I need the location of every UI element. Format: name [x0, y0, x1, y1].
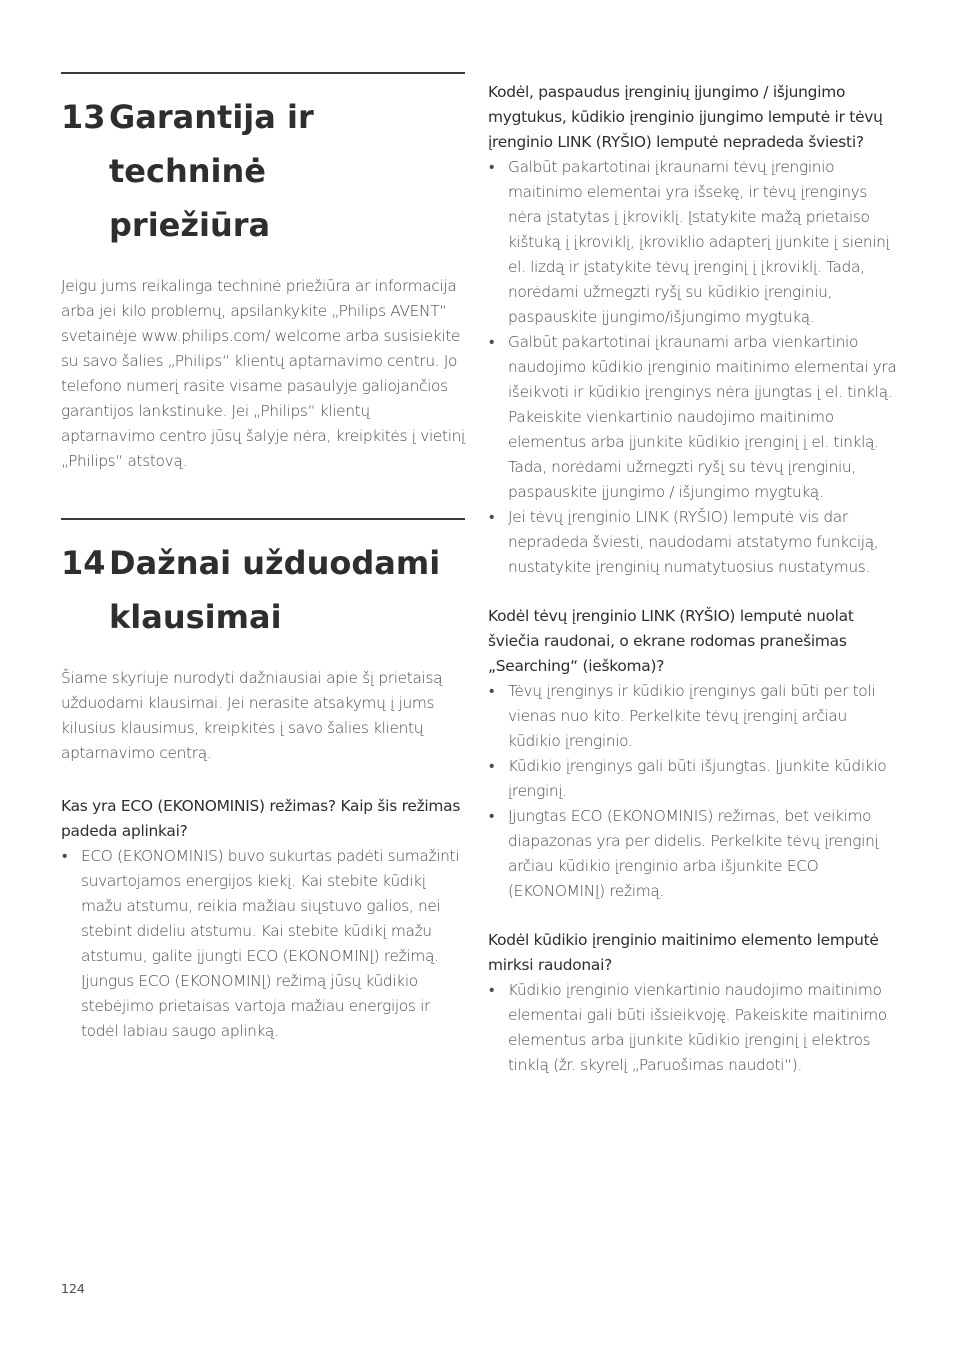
section-14-number: 14 — [61, 544, 106, 582]
bullet-glyph: • — [489, 508, 495, 526]
list-item — [488, 804, 898, 904]
section-13-rule — [61, 72, 465, 74]
bullet-glyph: • — [489, 757, 495, 775]
answer-text: Galbūt pakartotinai įkraunami tėvų įrenginio maitinimo elementai yra išsekę, ir tėvų įrenginys nėra įstatytas į įkroviklį. Įstatykite mažą prietaiso kištuką į įkroviklį, įkroviklio adapterį įjunkite į sieninį el. lizdą ir įstatykite tėvų įrenginį į įkroviklį. Tada, norėdami užmegzti ryšį su kūdikio įrenginiu, paspauskite įjungimo/išjungimo mygtuką. — [508, 158, 890, 326]
bullet-glyph: • — [62, 847, 68, 865]
page-number: 124 — [61, 1281, 85, 1296]
answer-text: Tėvų įrenginys ir kūdikio įrenginys gali būti per toli vienas nuo kito. Perkelkite tėvų įrenginį arčiau kūdikio įrenginio. — [508, 682, 876, 750]
bullet-glyph: • — [489, 333, 495, 351]
answer-text: Kūdikio įrenginys gali būti išjungtas. Įjunkite kūdikio įrenginį. — [508, 757, 887, 800]
section-13-title — [61, 90, 465, 252]
faq-question-battery-lamp: Kodėl kūdikio įrenginio maitinimo elemento lemputė mirksi raudonai? — [488, 931, 879, 974]
right-column — [488, 80, 898, 1078]
section-14-title — [61, 536, 465, 644]
list-item — [488, 754, 898, 804]
list-item — [488, 978, 898, 1078]
faq-answers-searching — [488, 679, 898, 904]
list-item — [488, 330, 898, 505]
section-14-rule — [61, 518, 465, 520]
section-13-intro: Jeigu jums reikalinga techninė priežiūra ar informacija arba jei kilo problemų, apsilankykite „Philips AVENT“ svetainėje www.philips.com/ welcome arba susisiekite su savo šalies „Philips“ klientų aptarnavimo centru. Jo telefono numerį rasite visame pasaulyje galiojančios garantijos lankstinuke. Jei „Philips“ klientų aptarnavimo centro jūsų šalyje nėra, kreipkitės į vietinį „Philips“ atstovą. — [61, 277, 465, 470]
answer-text: Galbūt pakartotinai įkraunami arba vienkartinio naudojimo kūdikio įrenginio maitinimo elementai yra išeikvoti ir kūdikio įrenginys nėra įjungtas į el. tinklą. Pakeiskite vienkartinio naudojimo maitinimo elementus arba įjunkite kūdikio įrenginį į el. tinklą. Tada, norėdami užmegzti ryšį su tėvų įrenginiu, paspauskite įjungimo / išjungimo mygtuką. — [508, 333, 897, 501]
bullet-glyph: • — [489, 158, 495, 176]
answer-text: Jei tėvų įrenginio LINK (RYŠIO) lemputė vis dar nepradeda šviesti, naudodami atstatymo funkciją, nustatykite įrenginių numatytuosius nustatymus. — [508, 508, 879, 576]
list-item — [488, 155, 898, 330]
left-column — [61, 72, 465, 1044]
faq-question-link-lamp: Kodėl, paspaudus įrenginių įjungimo / išjungimo mygtukus, kūdikio įrenginio įjungimo lemputė ir tėvų įrenginio LINK (RYŠIO) lemputė nepradeda šviesti? — [488, 83, 883, 151]
section-13-title-line-2: priežiūra — [109, 206, 271, 244]
faq-answers-eco — [61, 844, 465, 1044]
bullet-glyph: • — [489, 981, 495, 999]
answer-text: Įjungtas ECO (EKONOMINIS) režimas, bet veikimo diapazonas yra per didelis. Perkelkite tėvų įrenginį arčiau kūdikio įrenginio arba išjunkite ECO (EKONOMINĮ) režimą. — [508, 807, 879, 900]
faq-question-searching: Kodėl tėvų įrenginio LINK (RYŠIO) lemputė nuolat šviečia raudonai, o ekrane rodomas pranešimas „Searching“ (ieškoma)? — [488, 607, 854, 675]
list-item — [488, 679, 898, 754]
faq-answers-link-lamp — [488, 155, 898, 580]
section-13-title-line-1: Garantija ir techninė — [109, 98, 314, 190]
section-13-number: 13 — [61, 98, 106, 136]
section-14-intro: Šiame skyriuje nurodyti dažniausiai apie šį prietaisą užduodami klausimai. Jei nerasite atsakymų į jums kilusius klausimus, kreipkitės į savo šalies klientų aptarnavimo centrą. — [61, 669, 443, 762]
list-item — [61, 844, 465, 1044]
section-14-title-line-2: klausimai — [109, 598, 282, 636]
list-item — [488, 505, 898, 580]
section-14-title-line-1: Dažnai užduodami — [109, 544, 441, 582]
answer-text: Kūdikio įrenginio vienkartinio naudojimo maitinimo elementai gali būti išsieikvoję. Pakeiskite maitinimo elementus arba įjunkite kūdikio įrenginį į elektros tinklą (žr. skyrelį „Paruošimas naudoti“). — [508, 981, 887, 1074]
faq-answers-battery-lamp — [488, 978, 898, 1078]
section-14 — [61, 518, 465, 1044]
answer-text: ECO (EKONOMINIS) buvo sukurtas padėti sumažinti suvartojamos energijos kiekį. Kai stebite kūdikį mažu atstumu, reikia mažiau siųstuvo galios, nei stebint dideliu atstumu. Kai stebite kūdikį mažu atstumu, galite įjungti ECO (EKONOMINĮ) režimą. Įjungus ECO (EKONOMINĮ) režimą jūsų kūdikio stebėjimo prietaisas vartoja mažiau energijos ir todėl labiau saugo aplinką. — [81, 847, 460, 1040]
bullet-glyph: • — [489, 682, 495, 700]
faq-question-eco: Kas yra ECO (EKONOMINIS) režimas? Kaip šis režimas padeda aplinkai? — [61, 797, 461, 840]
bullet-glyph: • — [489, 807, 495, 825]
